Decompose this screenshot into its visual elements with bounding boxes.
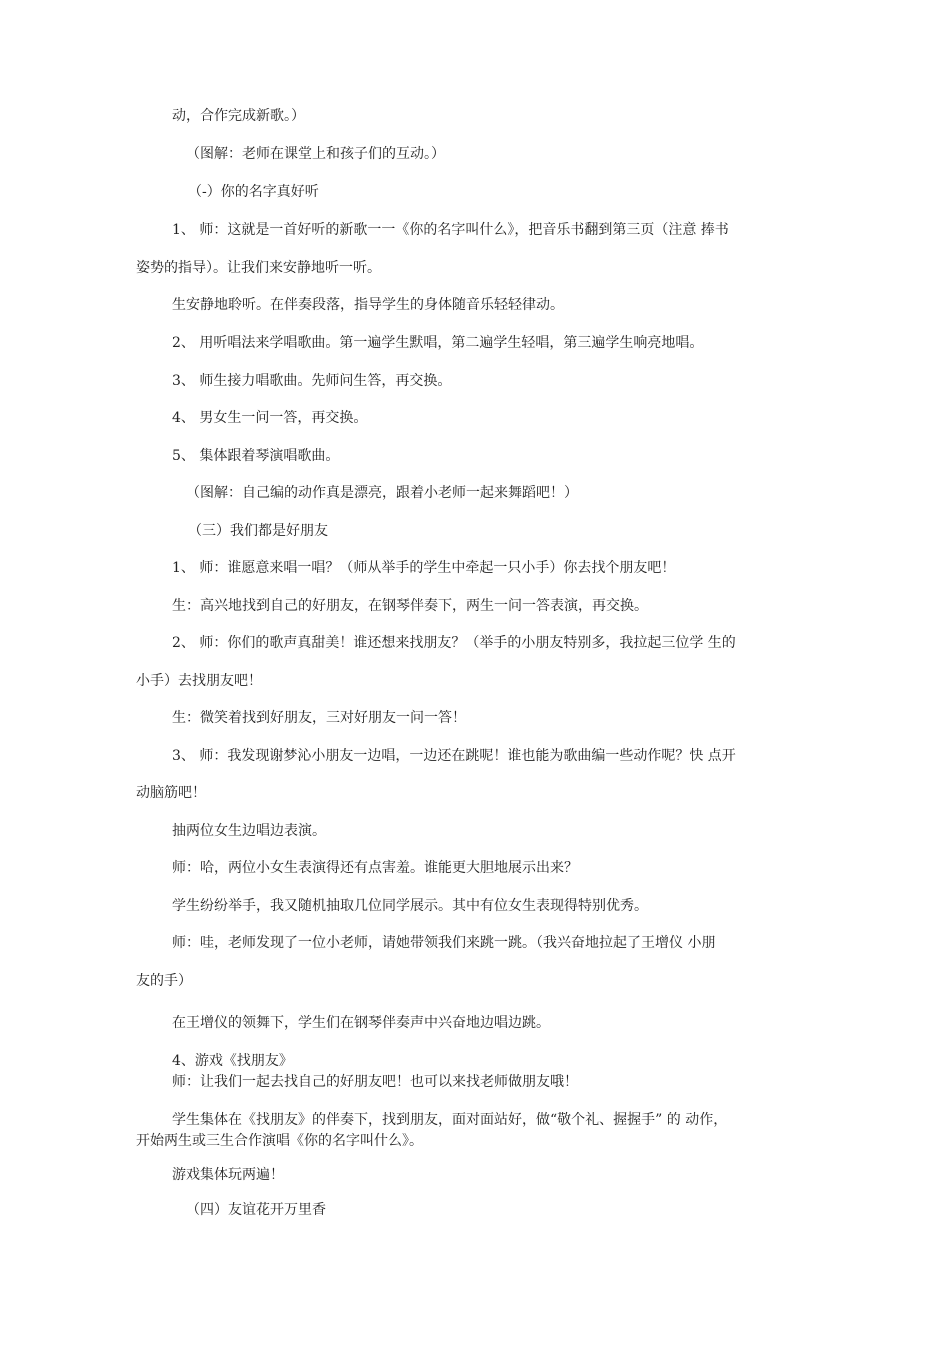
text-line: 小手）去找朋友吧！	[136, 673, 262, 689]
list-item: 2、 用听唱法来学唱歌曲。第一遍学生默唱，第二遍学生轻唱，第三遍学生响亮地唱。	[172, 335, 704, 351]
list-item: 4、 男女生一问一答，再交换。	[172, 410, 368, 426]
text-line: 师：哇，老师发现了一位小老师，请她带领我们来跳一跳。（我兴奋地拉起了王增仪 小朋	[172, 935, 716, 951]
text-line: 友的手）	[136, 973, 192, 989]
section-heading: （四）友谊花开万里香	[186, 1202, 326, 1218]
list-item: 3、 师：我发现谢梦沁小朋友一边唱，一边还在跳呢！谁也能为歌曲编一些动作呢？快 点开	[172, 748, 736, 764]
section-heading: （-）你的名字真好听	[188, 184, 319, 200]
text-line: 在王增仪的领舞下，学生们在钢琴伴奏声中兴奋地边唱边跳。	[172, 1015, 550, 1031]
list-item: 1、 师：谁愿意来唱一唱？（师从举手的学生中牵起一只小手）你去找个朋友吧！	[172, 560, 676, 576]
text-line: 师：让我们一起去找自己的好朋友吧！也可以来找老师做朋友哦！	[172, 1074, 578, 1090]
figure-caption: （图解：自己编的动作真是漂亮，跟着小老师一起来舞蹈吧！）	[186, 485, 578, 501]
text-line: 开始两生或三生合作演唱《你的名字叫什么》。	[136, 1133, 423, 1149]
text-line: 生：高兴地找到自己的好朋友，在钢琴伴奏下，两生一问一答表演，再交换。	[172, 598, 648, 614]
text-line: 师：哈，两位小女生表演得还有点害羞。谁能更大胆地展示出来？	[172, 860, 578, 876]
list-item: 2、 师：你们的歌声真甜美！谁还想来找朋友？（举手的小朋友特别多，我拉起三位学 生的	[172, 635, 736, 651]
text-line: 游戏集体玩两遍！	[172, 1167, 284, 1183]
text-line: 学生纷纷举手，我又随机抽取几位同学展示。其中有位女生表现得特别优秀。	[172, 898, 648, 914]
text-line: 1、 师：这就是一首好听的新歌一一《你的名字叫什么》，把音乐书翻到第三页（注意 捧书	[172, 222, 729, 238]
list-item: 3、 师生接力唱歌曲。先师问生答，再交换。	[172, 373, 452, 389]
text-line: 姿势的指导）。让我们来安静地听一听。	[136, 260, 381, 276]
text-line: 动，合作完成新歌。）	[172, 108, 305, 124]
text-line: 生：微笑着找到好朋友，三对好朋友一问一答！	[172, 710, 466, 726]
text-line: 学生集体在《找朋友》的伴奏下，找到朋友，面对面站好，做“敬个礼、握握手” 的 动作，	[172, 1112, 728, 1128]
text-line: 动脑筋吧！	[136, 785, 206, 801]
text-line: 生安静地聆听。在伴奏段落，指导学生的身体随音乐轻轻律动。	[172, 297, 564, 313]
list-item: 4、游戏《找朋友》	[172, 1053, 293, 1069]
list-item: 5、 集体跟着琴演唱歌曲。	[172, 448, 340, 464]
section-heading: （三）我们都是好朋友	[188, 523, 328, 539]
figure-caption: （图解：老师在课堂上和孩子们的互动。）	[186, 146, 445, 162]
text-line: 抽两位女生边唱边表演。	[172, 823, 326, 839]
